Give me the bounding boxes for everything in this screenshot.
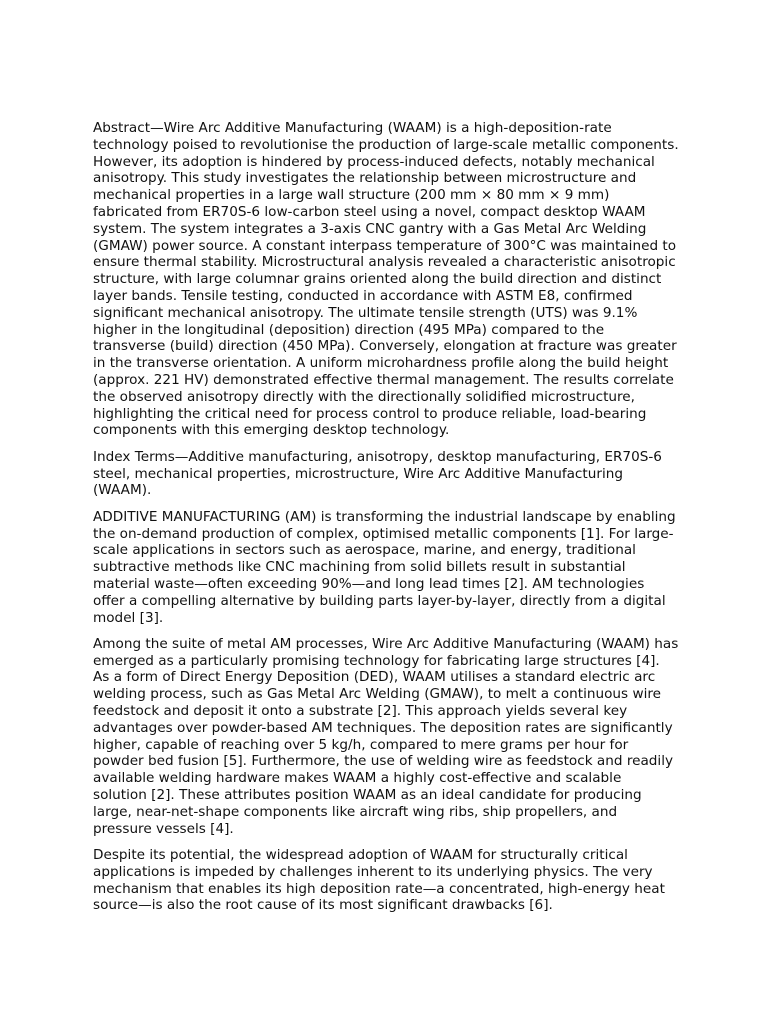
index-terms-paragraph: Index Terms—Additive manufacturing, anisotropy, desktop manufacturing, ER70S-6 steel, mechanical properties, microstructure, Wire Arc Additive Manufacturing (WAAM).	[93, 448, 662, 499]
body-paragraph-waam: Among the suite of metal AM processes, Wire Arc Additive Manufacturing (WAAM) has emerged as a particularly promising technology for fabricating large structures [4]. As a form of Direct Energy Deposition (DED), WAAM utilises a standard electric arc welding process, such as Gas Metal Arc Welding (GMAW), to melt a continuous wire feedstock and deposit it onto a substrate [2]. This approach yields several key advantages over powder-based AM techniques. The deposition rates are significantly higher, capable of reaching over 5 kg/h, compared to mere grams per hour for powder bed fusion [5]. Furthermore, the use of welding wire as feedstock and readily available welding hardware makes WAAM a highly cost-effective and scalable solution [2]. These attributes position WAAM as an ideal candidate for producing large, near-net-shape components like aircraft wing ribs, ship propellers, and pressure vessels [4].	[93, 635, 679, 837]
abstract-paragraph: Abstract—Wire Arc Additive Manufacturing (WAAM) is a high-deposition-rate technology poised to revolutionise the production of large-scale metallic components. However, its adoption is hindered by process-induced defects, notably mechanical anisotropy. This study investigates the relationship between microstructure and mechanical properties in a large wall structure (200 mm × 80 mm × 9 mm) fabricated from ER70S-6 low-carbon steel using a novel, compact desktop WAAM system. The system integrates a 3-axis CNC gantry with a Gas Metal Arc Welding (GMAW) power source. A constant interpass temperature of 300°C was maintained to ensure thermal stability. Microstructural analysis revealed a characteristic anisotropic structure, with large columnar grains oriented along the build direction and distinct layer bands. Tensile testing, conducted in accordance with ASTM E8, confirmed significant mechanical anisotropy. The ultimate tensile strength (UTS) was 9.1% higher in the longitudinal (deposition) direction (495 MPa) compared to the transverse (build) direction (450 MPa). Conversely, elongation at fracture was greater in the transverse orientation. A uniform microhardness profile along the build height (approx. 221 HV) demonstrated effective thermal management. The results correlate the observed anisotropy directly with the directionally solidified microstructure, highlighting the critical need for process control to produce reliable, load-bearing components with this emerging desktop technology.	[93, 120, 679, 439]
paper-page	[93, 120, 679, 924]
body-paragraph-challenges: Despite its potential, the widespread adoption of WAAM for structurally critical applications is impeded by challenges inherent to its underlying physics. The very mechanism that enables its high deposition rate—a concentrated, high-energy heat source—is also the root cause of its most significant drawbacks [6].	[93, 847, 665, 914]
body-paragraph-introduction: ADDITIVE MANUFACTURING (AM) is transforming the industrial landscape by enabling the on-demand production of complex, optimised metallic components [1]. For large-scale applications in sectors such as aerospace, marine, and energy, traditional subtractive methods like CNC machining from solid billets result in substantial material waste—often exceeding 90%—and long lead times [2]. AM technologies offer a compelling alternative by building parts layer-by-layer, directly from a digital model [3].	[93, 508, 676, 626]
